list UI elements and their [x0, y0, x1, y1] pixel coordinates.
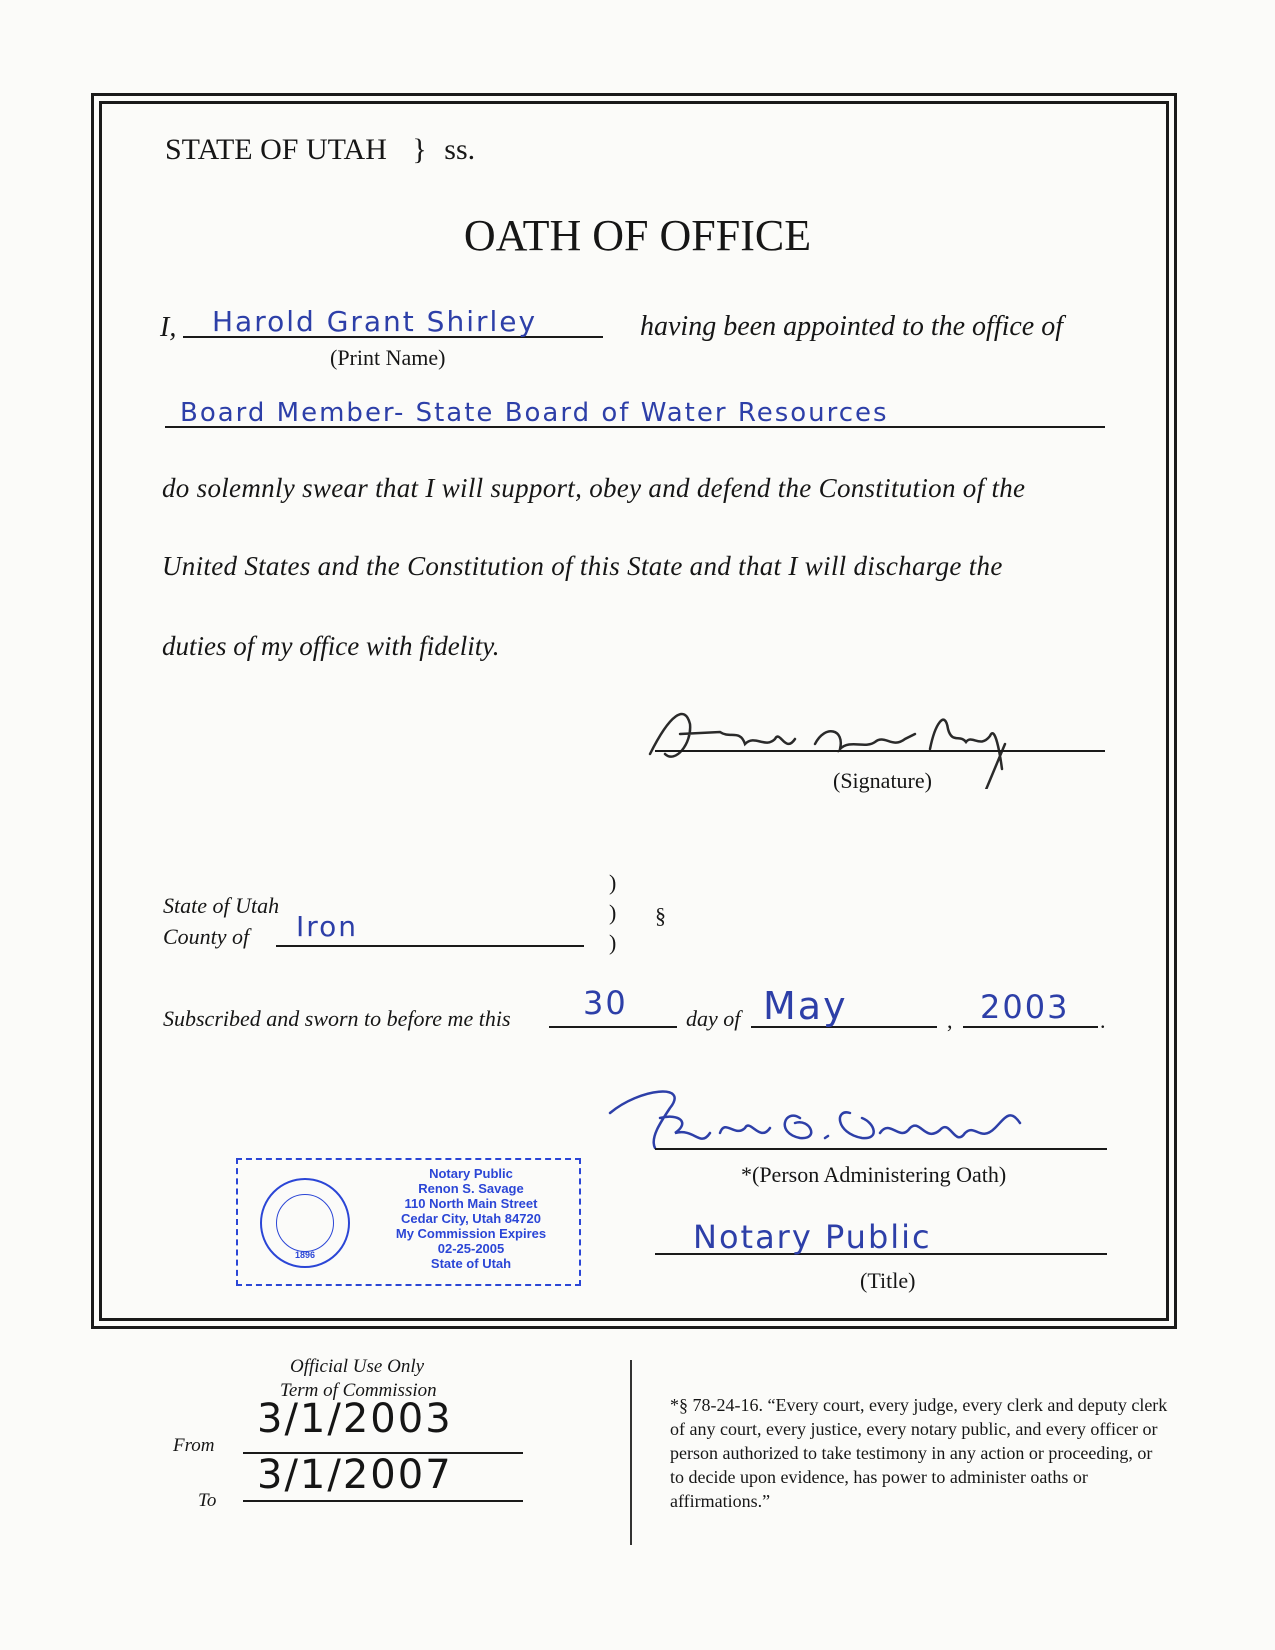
- signature-line: [655, 750, 1105, 752]
- handwritten-day[interactable]: 30: [583, 984, 628, 1022]
- venue-county-label: County of: [163, 924, 250, 949]
- oath-body-line-3: duties of my office with fidelity.: [162, 631, 500, 661]
- seal-year: 1896: [294, 1250, 316, 1260]
- state-label: STATE OF UTAH: [165, 133, 387, 166]
- stamp-line: Cedar City, Utah 84720: [401, 1211, 541, 1226]
- handwritten-from-date[interactable]: 3/1/2003: [257, 1396, 453, 1442]
- appointed-text: having been appointed to the office of: [640, 311, 1064, 342]
- administrator-line: [655, 1148, 1107, 1150]
- year-line: [963, 1026, 1098, 1028]
- state-seal-icon: [260, 1178, 350, 1268]
- sworn-prefix: Subscribed and sworn to before me this: [163, 1006, 511, 1031]
- oath-body-line-1: do solemnly swear that I will support, obey and defend the Constitution of the: [162, 473, 1026, 503]
- term-of-commission-label: Term of Commission: [280, 1380, 437, 1401]
- notary-stamp: [236, 1158, 581, 1286]
- to-label: To: [198, 1490, 217, 1511]
- print-name-caption: (Print Name): [330, 345, 446, 370]
- stamp-text: [366, 1166, 576, 1271]
- brace-symbol: }: [412, 133, 427, 166]
- administrator-signature: [600, 1078, 1080, 1158]
- venue-paren-2: ): [609, 900, 617, 925]
- comma: ,: [947, 1008, 953, 1033]
- from-label: From: [173, 1435, 215, 1456]
- stamp-line: State of Utah: [430, 1256, 512, 1271]
- period: .: [1100, 1008, 1106, 1033]
- stamp-line: Renon S. Savage: [418, 1181, 524, 1196]
- venue-paren-3: ): [609, 930, 617, 955]
- handwritten-office[interactable]: Board Member- State Board of Water Resources: [180, 398, 889, 428]
- to-line: [243, 1500, 523, 1502]
- footer-divider: [630, 1360, 632, 1545]
- stamp-line: 02-25-2005: [437, 1241, 505, 1256]
- stamp-line: 110 North Main Street: [404, 1196, 538, 1211]
- county-line: [276, 945, 584, 947]
- title-caption: (Title): [860, 1268, 916, 1293]
- handwritten-name[interactable]: Harold Grant Shirley: [212, 305, 538, 338]
- i-label: I,: [160, 312, 177, 343]
- handwritten-to-date[interactable]: 3/1/2007: [257, 1452, 453, 1498]
- official-use-label: Official Use Only: [290, 1356, 425, 1377]
- ss-label: ss.: [444, 133, 476, 166]
- day-line: [549, 1026, 677, 1028]
- administrator-caption: *(Person Administering Oath): [741, 1162, 1007, 1187]
- state-heading: [165, 133, 475, 167]
- stamp-line: Notary Public: [429, 1166, 513, 1181]
- handwritten-title[interactable]: Notary Public: [693, 1218, 932, 1256]
- handwritten-county[interactable]: Iron: [296, 910, 359, 943]
- handwritten-month[interactable]: May: [763, 984, 848, 1028]
- statute-footnote: *§ 78-24-16. “Every court, every judge, every clerk and deputy clerk of any court, every justice, every notary public, and every officer or person authorized to take testimony in any action or proceeding, or to decide upon evidence, has power to administer oaths or affirmations.”: [670, 1395, 1168, 1511]
- signature-caption: (Signature): [833, 768, 932, 793]
- day-of-label: day of: [686, 1006, 741, 1031]
- section-symbol: §: [655, 903, 666, 928]
- document-title: OATH OF OFFICE: [463, 211, 812, 260]
- oath-body-line-2: United States and the Constitution of this State and that I will discharge the: [162, 551, 1003, 581]
- stamp-line: My Commission Expires: [395, 1226, 547, 1241]
- venue-state-label: State of Utah: [163, 893, 280, 918]
- handwritten-year[interactable]: 2003: [980, 988, 1070, 1026]
- venue-paren-1: ): [609, 870, 617, 895]
